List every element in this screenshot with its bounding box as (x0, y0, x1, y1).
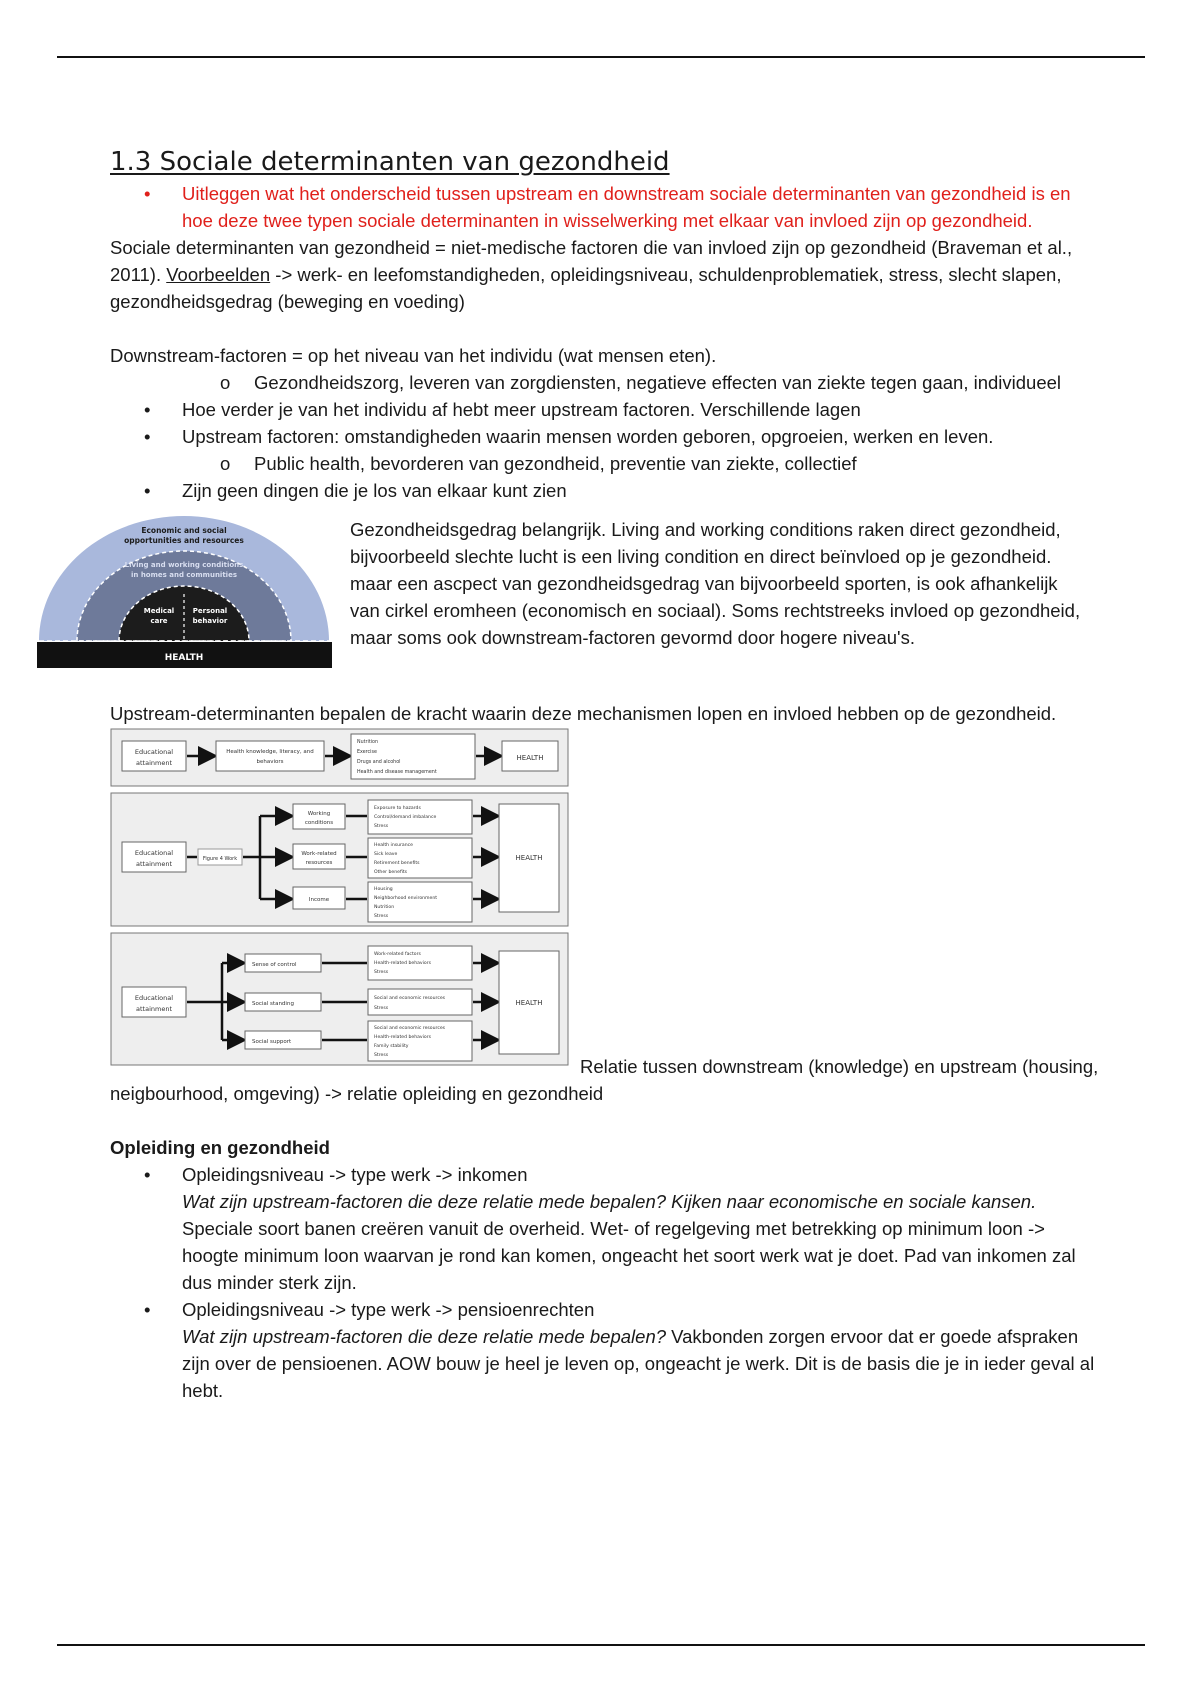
p3-education-label-1: Educational (134, 994, 174, 1002)
outer-label-2: opportunities and resources (124, 536, 244, 545)
pension-answer: Vakbonden zorgen ervoor dat er goede afspraken zijn over de pensioenen. AOW bouw je heel je leven op, ongeacht je werk. Dit is de basis die je in ieder geval al hebt. (182, 1326, 1095, 1401)
bullet-connected: • Zijn geen dingen die je los van elkaar kunt zien (110, 477, 1100, 504)
upstream-paragraph: Upstream-determinanten bepalen de kracht waarin deze mechanismen lopen en invloed hebben op de gezondheid. (110, 703, 1057, 724)
p2-list-item: Nutrition (374, 905, 395, 910)
outer-label-1: Economic and social (141, 526, 227, 535)
p2-list-item: Housing (374, 887, 393, 892)
bullet-layers: • Hoe verder je van het individu af hebt meer upstream factoren. Verschillende lagen (110, 396, 1100, 423)
p3-list-box-2 (368, 989, 472, 1015)
rainbow-explanation: Gezondheidsgedrag belangrijk. Living and working conditions raken direct gezondheid, bijvoorbeeld slechte lucht is een living condition en direct beïnvloed op je gezondheid. maar een ascpect van gezondheidsgedrag van bijvoorbeeld sporten, is ook afhankelijk van cirkel eromheen (economisch en sociaal). Soms rechtstreeks invloed op gezondheid, maar soms ook downstream-factoren gevormd door hogere niveau's. (350, 519, 1081, 648)
p2-list-item: Retirement benefits (374, 861, 420, 866)
p3-education-label-2: attainment (136, 1005, 172, 1013)
p3-list-item: Stress (374, 970, 389, 975)
p2-list-item: Control/demand imbalance (374, 815, 437, 820)
footer-rule (57, 1644, 1145, 1646)
p2-list-item: Neighborhood environment (374, 896, 438, 901)
health-base-label: HEALTH (164, 653, 204, 663)
p2-list-item: Health insurance (374, 843, 414, 848)
p1-knowledge-label-1: Health knowledge, literacy, and (226, 749, 314, 755)
p2-list-item: Other benefits (374, 870, 408, 875)
connected-list (110, 477, 1100, 504)
p2-list-item: Stress (374, 914, 389, 919)
bullet-upstream: • Upstream factoren: omstandigheden waarin mensen worden geboren, opgroeien, werken en leven. (110, 423, 1100, 450)
p3-list-item: Health-related behaviors (374, 961, 432, 966)
p1-knowledge-label-2: behaviors (256, 759, 284, 765)
definition-part1: Sociale determinanten van gezondheid = niet-medische factoren die van invloed zijn op gezondheid (Braveman et al., 2011). (110, 237, 1073, 285)
upstream-list (110, 396, 1100, 450)
education-item-income (110, 1161, 1100, 1296)
p2-list-item: Stress (374, 824, 389, 829)
medical-care-label-2: care (150, 617, 168, 625)
spacer (110, 315, 1100, 342)
income-answer: Speciale soort banen creëren vanuit de overheid. Wet- of regelgeving met betrekking op minimum loon -> hoogte minimum loon waarvan je rond kan komen, ongeacht het soort werk wat je doet. Pad van inkomen zal dus minder sterk zijn. (182, 1218, 1076, 1293)
p2-branch-label: Working (307, 811, 331, 817)
p2-branch-label: Work-related (301, 851, 337, 857)
p1-education-label-1: Educational (134, 748, 174, 756)
education-health-pathways-diagram (110, 727, 570, 1077)
education-heading (110, 1134, 1100, 1161)
p1-knowledge-box (216, 741, 324, 771)
p3-health-label: HEALTH (515, 999, 543, 1007)
middle-label-1: Living and working conditions (124, 561, 244, 569)
rainbow-model-figure (37, 516, 332, 676)
p3-list-item: Family stability (374, 1044, 409, 1049)
p2-list-item: Sick leave (374, 852, 398, 857)
p2-list-item: Exposure to hazards (374, 806, 421, 811)
section-title: 1.3 Sociale determinanten van gezondheid (110, 147, 670, 177)
personal-behavior-label-2: behavior (192, 617, 228, 625)
document-body (110, 146, 1100, 1404)
downstream-sub-item: o Gezondheidszorg, leveren van zorgdiensten, negatieve effecten van ziekte tegen gaan, individueel (110, 369, 1100, 396)
examples-link: Voorbeelden (166, 264, 271, 285)
p2-branch-label: conditions (304, 820, 334, 826)
pension-path: • Opleidingsniveau -> type werk -> pensioenrechten (182, 1299, 595, 1320)
p1-list-item: Exercise (357, 750, 377, 755)
middle-label-2: in homes and communities (131, 571, 237, 579)
p3-list-item: Health-related behaviors (374, 1035, 432, 1040)
downstream-sublist (110, 369, 1100, 396)
learning-goal: • Uitleggen wat het onderscheid tussen upstream en downstream sociale determinanten van gezondheid is en hoe deze twee typen sociale determinanten in wisselwerking met elkaar van invloed zijn op gezondheid. (110, 180, 1100, 234)
p3-branch-label: Social support (252, 1039, 292, 1045)
p2-branch-label: resources (305, 860, 333, 866)
pension-question: Wat zijn upstream-factoren die deze relatie mede bepalen? (182, 1326, 667, 1347)
education-heading-text: Opleiding en gezondheid (110, 1137, 330, 1158)
p2-health-label: HEALTH (515, 854, 543, 862)
p2-education-label-2: attainment (136, 860, 172, 868)
header-rule (57, 56, 1145, 58)
p1-education-label-2: attainment (136, 759, 172, 767)
p3-list-item: Social and economic resources (374, 1026, 446, 1031)
p3-list-item: Work-related factors (374, 952, 421, 957)
p3-list-item: Stress (374, 1053, 389, 1058)
p2-work-label: Figure 4 Work (202, 856, 238, 862)
p1-list-item: Drugs and alcohol (357, 760, 401, 765)
p1-list-item: Health and disease management (357, 770, 437, 775)
upstream-sublist (110, 450, 1100, 477)
p2-branch-label: Income (308, 897, 330, 903)
personal-behavior-label-1: Personal (192, 607, 228, 615)
p3-branch-label: Social standing (252, 1001, 294, 1007)
p3-branch-label: Sense of control (252, 962, 297, 968)
definition-paragraph (110, 234, 1100, 315)
upstream-sub-item: o Public health, bevorderen van gezondheid, preventie van ziekte, collectief (110, 450, 1100, 477)
income-path: • Opleidingsniveau -> type werk -> inkomen (182, 1164, 528, 1185)
p3-list-item: Social and economic resources (374, 996, 446, 1001)
definition-part2: -> werk- en leefomstandigheden, opleidingsniveau, schuldenproblematiek, stress, slecht slapen, gezondheidsgedrag (beweging en voeding) (110, 264, 1062, 312)
p1-health-label: HEALTH (516, 754, 544, 762)
income-question: Wat zijn upstream-factoren die deze relatie mede bepalen? Kijken naar economische en sociale kansen. (182, 1191, 1037, 1212)
downstream-intro: Downstream-factoren = op het niveau van het individu (wat mensen eten). (110, 345, 717, 366)
medical-care-label-1: Medical (143, 607, 175, 615)
education-health-diagram-section (110, 727, 1100, 1077)
education-list (110, 1161, 1100, 1404)
learning-goal-list (110, 180, 1100, 234)
p2-education-label-1: Educational (134, 849, 174, 857)
income-explanation (182, 1188, 1100, 1296)
education-item-pension (110, 1296, 1100, 1404)
diagram-caption: Relatie tussen downstream (knowledge) en upstream (housing, neigbourhood, omgeving) -> relatie opleiding en gezondheid (110, 1056, 1099, 1104)
p3-list-item: Stress (374, 1006, 389, 1011)
pension-explanation (182, 1323, 1100, 1404)
spacer (110, 686, 1100, 700)
rainbow-section (110, 516, 1100, 686)
spacer (110, 1107, 1100, 1134)
p1-list-item: Nutrition (357, 740, 379, 745)
